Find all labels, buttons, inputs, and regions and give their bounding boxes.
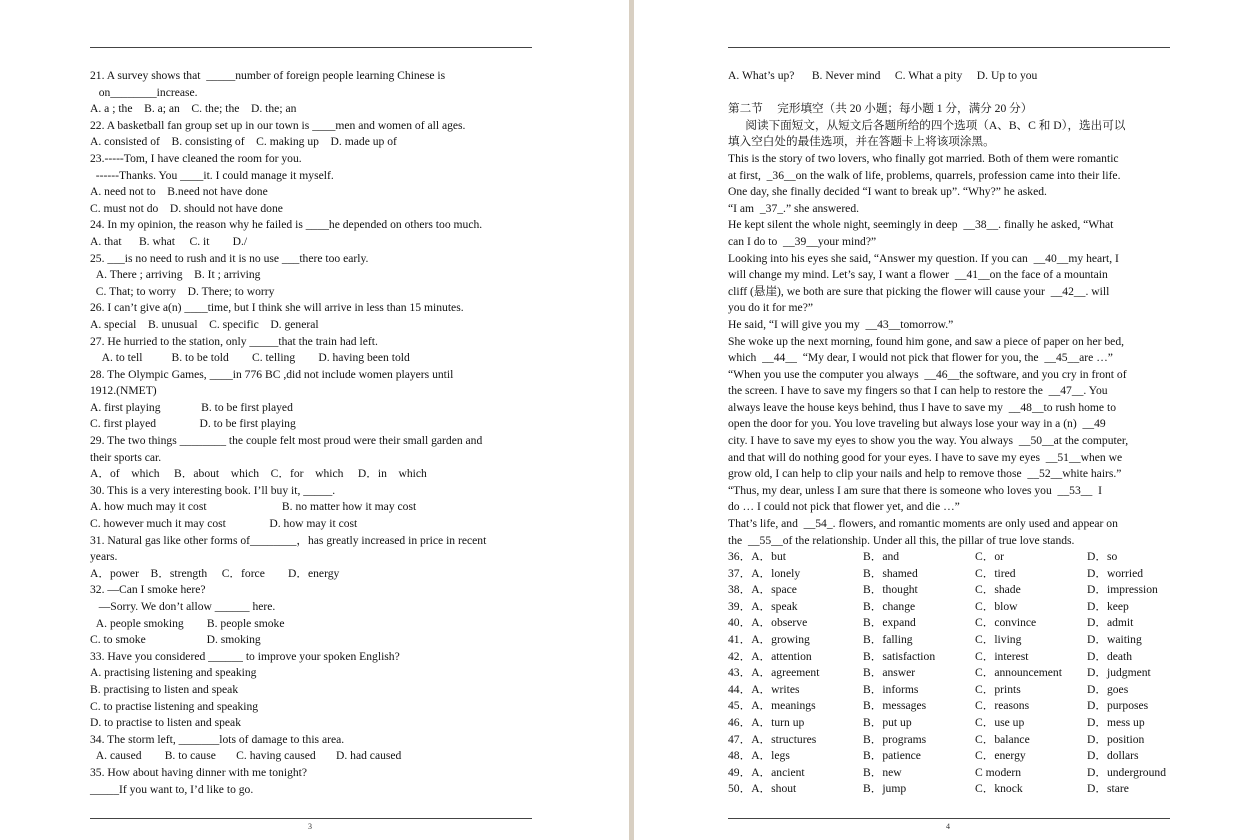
text-line: 24. In my opinion, the reason why he failed is ____he depended on others too much. — [90, 218, 483, 232]
text-line: years. — [90, 550, 118, 564]
text-line: B. practising to listen and speak — [90, 682, 239, 696]
text-line: A. What’s up? B. Never mind C. What a pity D. Up to you — [728, 69, 1038, 82]
option-choice: D．waiting — [1087, 632, 1142, 646]
option-choice: 41．A．growing — [728, 632, 810, 646]
option-choice: C．energy — [975, 749, 1026, 763]
text-line: 34. The storm left, _______lots of damage to this area. — [90, 732, 345, 746]
text-line: A. need not to B.need not have done — [90, 185, 268, 199]
text-line: C. to practise listening and speaking — [90, 699, 259, 713]
option-choice: D．so — [1087, 550, 1118, 563]
option-choice: B．falling — [863, 632, 913, 646]
option-choice: D．purposes — [1087, 699, 1149, 713]
text-line: A. consisted of B. consisting of C. making up D. made up of — [90, 135, 397, 149]
text-line: 33. Have you considered ______ to improve your spoken English? — [90, 649, 400, 663]
text-line: 22. A basketball fan group set up in our town is ____men and women of all ages. — [90, 118, 466, 132]
option-choice: C．use up — [975, 715, 1025, 729]
option-row — [728, 615, 1188, 632]
text-line: He kept silent the whole night, seemingly in deep __38__. finally he asked, “What — [728, 218, 1114, 232]
option-row — [728, 549, 1188, 566]
text-line: C. first played D. to be first playing — [90, 417, 296, 431]
option-choice: C．or — [975, 550, 1004, 563]
option-choice: C．reasons — [975, 699, 1030, 713]
option-choice: B．change — [863, 599, 916, 613]
text-line: 28. The Olympic Games, ____in 776 BC ,did not include women players until — [90, 367, 454, 381]
option-choice: B．jump — [863, 782, 907, 796]
text-line: 1912.(NMET) — [90, 384, 157, 398]
right-page — [634, 0, 1260, 840]
option-choice: B．informs — [863, 682, 919, 696]
option-choice: 46．A．turn up — [728, 715, 805, 729]
option-choice: 42．A．attention — [728, 649, 812, 663]
left-page-text — [90, 68, 534, 798]
text-line: 25. ___is no need to rush and it is no use ___there too early. — [90, 251, 369, 265]
text-line: and that will do nothing good for your eyes. I have to save my eyes __51__when we — [728, 450, 1123, 464]
option-choice: B．answer — [863, 666, 916, 680]
option-choice: C．knock — [975, 782, 1023, 796]
option-choice: D．death — [1087, 649, 1133, 663]
option-choice: C．announcement — [975, 666, 1062, 680]
text-line: _____If you want to, I’d like to go. — [90, 782, 254, 796]
text-line: A．power B．strength C．force D．energy — [90, 566, 340, 580]
option-choice: D．admit — [1087, 616, 1134, 630]
option-choice: 50．A．shout — [728, 782, 797, 796]
option-choice: B．and — [863, 550, 900, 563]
page-number: 4 — [946, 822, 950, 831]
option-choice: 39．A．speak — [728, 599, 798, 613]
option-choice: 47．A．structures — [728, 732, 817, 746]
text-line: 31. Natural gas like other forms of________，has greatly increased in price in recent — [90, 533, 487, 547]
option-choice: 48．A．legs — [728, 749, 790, 763]
option-row — [728, 566, 1188, 583]
option-choice: C．tired — [975, 566, 1016, 580]
option-row — [728, 698, 1188, 715]
text-line: A．of which B．about which C．for which D．in which — [90, 467, 427, 481]
text-line: 27. He hurried to the station, only _____that the train had left. — [90, 334, 378, 348]
option-choice: 38．A．space — [728, 583, 797, 597]
text-line: grow old, I can help to clip your nails and help to remove those __52__white hairs.” — [728, 467, 1122, 481]
text-line: C. to smoke D. smoking — [90, 633, 261, 647]
text-line: open the door for you. You love traveling but always lose your way in a (n) __49 — [728, 417, 1106, 431]
option-choice: D．stare — [1087, 782, 1129, 796]
text-line: “Thus, my dear, unless I am sure that there is someone who loves you __53__ I — [728, 483, 1103, 497]
text-line: A. There ; arriving B. It ; arriving — [90, 268, 261, 282]
text-line: “When you use the computer you always __46__the software, and you cry in front of — [728, 367, 1127, 381]
text-line: That’s life, and __54_. flowers, and romantic moments are only used and appear on — [728, 517, 1118, 531]
option-choice: B．thought — [863, 583, 918, 597]
text-line: 23.-----Tom, I have cleaned the room for you. — [90, 151, 302, 165]
option-choice: 36．A．but — [728, 550, 786, 563]
text-line: A. how much may it cost B. no matter how it may cost — [90, 500, 417, 514]
header-rule — [728, 47, 1170, 48]
text-line: A. people smoking B. people smoke — [90, 616, 285, 630]
text-line: C. That; to worry D. There; to worry — [90, 284, 275, 298]
answer-options — [728, 549, 1188, 798]
option-choice: D．goes — [1087, 682, 1129, 696]
option-row — [728, 765, 1188, 782]
text-line: A. a ; the B. a; an C. the; the D. the; an — [90, 102, 297, 116]
text-line: One day, she finally decided “I want to break up”. “Why?” he asked. — [728, 185, 1047, 199]
option-row — [728, 632, 1188, 649]
text-line: A. to tell B. to be told C. telling D. having been told — [90, 351, 410, 365]
footer-rule — [90, 818, 532, 819]
text-line: A. special B. unusual C. specific D. general — [90, 317, 319, 331]
text-line: the __55__of the relationship. Under all this, the pillar of true love stands. — [728, 533, 1075, 547]
option-choice: B．programs — [863, 732, 927, 746]
option-choice: 43．A．agreement — [728, 666, 820, 680]
text-line: 21. A survey shows that _____number of foreign people learning Chinese is — [90, 69, 446, 82]
text-line: 30. This is a very interesting book. I’ll buy it, _____. — [90, 483, 336, 497]
option-row — [728, 682, 1188, 699]
text-line: A. practising listening and speaking — [90, 666, 257, 680]
option-choice: C．convince — [975, 616, 1037, 630]
option-choice: 40．A．observe — [728, 616, 808, 630]
text-line: 32. —Can I smoke here? — [90, 583, 206, 597]
option-choice: C．blow — [975, 599, 1018, 613]
option-choice: B．satisfaction — [863, 649, 936, 663]
text-line: at first, _36__on the walk of life, problems, quarrels, profession came into their life. — [728, 168, 1121, 182]
option-choice: D．judgment — [1087, 666, 1151, 680]
text-line: A. caused B. to cause C. having caused D. had caused — [90, 749, 402, 763]
option-choice: D．keep — [1087, 599, 1129, 613]
option-choice: 37．A．lonely — [728, 566, 801, 580]
option-choice: C．shade — [975, 583, 1021, 597]
option-choice: D．impression — [1087, 583, 1158, 597]
text-line: A. first playing B. to be first played — [90, 400, 293, 414]
option-row — [728, 599, 1188, 616]
option-row — [728, 732, 1188, 749]
header-rule — [90, 47, 532, 48]
text-line: which __44__ “My dear, I would not pick that flower for you, the __45__are …” — [728, 351, 1113, 365]
option-choice: C．prints — [975, 682, 1021, 696]
footer-rule — [728, 818, 1170, 819]
option-choice: D．underground — [1087, 765, 1166, 779]
text-line: do … I could not pick that flower yet, and die …” — [728, 500, 960, 514]
option-choice: 44．A．writes — [728, 682, 800, 696]
text-line: their sports car. — [90, 450, 162, 464]
option-choice: D．worried — [1087, 566, 1144, 580]
text-line: He said, “I will give you my __43__tomorrow.” — [728, 317, 954, 331]
text-line: always leave the house keys behind, thus I have to save my __48__to rush home to — [728, 400, 1116, 414]
option-choice: B．messages — [863, 699, 927, 713]
left-page — [0, 0, 629, 840]
text-line: can I do to __39__your mind?” — [728, 234, 877, 248]
option-row — [728, 665, 1188, 682]
option-choice: B．patience — [863, 749, 921, 763]
option-choice: D．mess up — [1087, 715, 1145, 729]
option-row — [728, 781, 1188, 798]
text-line: 26. I can’t give a(n) ____time, but I think she will arrive in less than 15 minutes. — [90, 301, 464, 315]
page-number: 3 — [308, 822, 312, 831]
text-line: 填入空白处的最佳选项，并在答题卡上将该项涂黑。 — [728, 135, 995, 149]
text-line: on________increase. — [90, 85, 198, 99]
option-row — [728, 715, 1188, 732]
text-line: the screen. I have to save my fingers so that I can help to restore the __47__. You — [728, 384, 1108, 398]
text-line: cliff (悬崖), we both are sure that picking the flower will cause your __42__. will — [728, 284, 1110, 298]
text-line: C. must not do D. should not have done — [90, 201, 283, 215]
option-choice: C．living — [975, 632, 1022, 646]
text-line: “I am _37_.” she answered. — [728, 201, 860, 215]
option-choice: B．expand — [863, 616, 916, 630]
option-choice: C．balance — [975, 732, 1030, 746]
text-line: you do it for me?” — [728, 301, 813, 315]
option-choice: D．position — [1087, 732, 1145, 746]
text-line: 29. The two things ________ the couple felt most proud were their small garden and — [90, 434, 483, 448]
text-line: —Sorry. We don’t allow ______ here. — [90, 600, 276, 613]
text-line: D. to practise to listen and speak — [90, 716, 242, 730]
text-line: Looking into his eyes she said, “Answer my question. If you can __40__my heart, I — [728, 251, 1119, 265]
option-row — [728, 582, 1188, 599]
text-line: This is the story of two lovers, who finally got married. Both of them were romantic — [728, 151, 1119, 165]
option-row — [728, 748, 1188, 765]
text-line: 阅读下面短文，从短文后各题所给的四个选项（A、B、C 和 D），选出可以 — [728, 118, 1126, 132]
text-line: 第二节 完形填空（共 20 小题；每小题 1 分，满分 20 分） — [728, 102, 1033, 116]
option-choice: 49．A．ancient — [728, 765, 805, 779]
text-line: She woke up the next morning, found him gone, and saw a piece of paper on her bed, — [728, 334, 1125, 348]
text-line: C. however much it may cost D. how may it cost — [90, 517, 358, 531]
text-line: city. I have to save my eyes to show you the way. You always __50__at the computer, — [728, 434, 1129, 448]
right-page-text — [728, 68, 1172, 549]
option-choice: D．dollars — [1087, 749, 1139, 763]
option-choice: 45．A．meanings — [728, 699, 816, 713]
text-line: 35. How about having dinner with me tonight? — [90, 765, 308, 779]
text-line: A. that B. what C. it D./ — [90, 234, 248, 248]
option-choice: B．shamed — [863, 566, 918, 580]
option-row — [728, 649, 1188, 666]
option-choice: C modern — [975, 765, 1022, 779]
option-choice: B．put up — [863, 715, 912, 729]
option-choice: C．interest — [975, 649, 1029, 663]
text-line: will change my mind. Let’s say, I want a flower __41__on the face of a mountain — [728, 268, 1108, 282]
option-choice: B．new — [863, 765, 902, 779]
text-line — [728, 85, 1172, 102]
text-line: ------Thanks. You ____it. I could manage it myself. — [90, 168, 334, 182]
